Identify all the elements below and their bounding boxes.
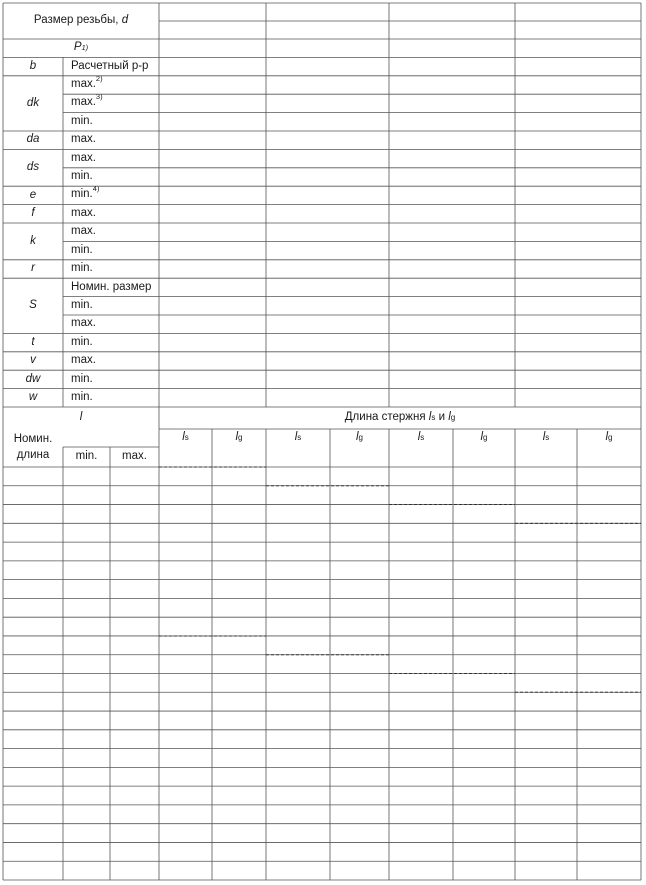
qualifier-text: max. [71,354,96,367]
lg-column-header: l g [355,431,363,444]
dimension-symbol-text: ds [26,161,40,174]
dimension-symbol-text: e [29,188,37,201]
lg-column-header: l g [235,431,243,444]
dimension-symbol-text: S [29,299,37,312]
qualifier-text: max. [71,225,96,238]
shank-ls-symbol: l [428,411,432,424]
dimension-symbol-text: da [26,133,40,146]
qualifier-text: min. [71,262,93,275]
dimension-symbol-text: b [29,59,37,72]
qualifier-text: min. [71,372,93,385]
shank-symbol: l [480,431,484,444]
qualifier-text: max. [71,133,96,146]
qualifier-text: min. [71,170,93,183]
dimension-symbol-P: P 1) [73,41,89,54]
qualifier-text: max. [71,207,96,220]
dimension-symbol-text: k [30,234,36,247]
shank-conj: и [438,411,445,424]
dimension-qualifier: max. 3) [71,94,103,109]
qualifier-text: min. [71,115,93,128]
dimension-qualifier: max. 2) [71,75,103,90]
nominal-length-header: Номин. длина [13,433,53,461]
dimension-symbol-text: w [28,391,38,404]
qualifier-text: Расчетный р-р [71,59,149,72]
shank-symbol: l [417,431,421,444]
shank-lg-symbol: l [448,411,451,424]
shank-symbol: l [294,431,298,444]
lg-column-header: l g [480,431,488,444]
qualifier-text: min. [71,188,93,201]
dimension-symbol-text: dk [26,96,40,109]
qualifier-text: min. [71,299,93,312]
ls-column-header: l s [417,431,425,444]
qualifier-text: Номин. размер [71,280,152,293]
dimension-symbol-text: r [31,262,35,275]
ls-column-header: l s [294,431,302,444]
thread-size-symbol: d [121,14,129,27]
dimension-symbol-text: dw [25,372,41,385]
dimension-symbol-text: t [31,335,35,348]
shank-symbol: l [235,431,239,444]
shank-length-title: Длина стержня [344,411,426,424]
shank-symbol: l [355,431,359,444]
ls-column-header: l s [542,431,550,444]
ls-column-header: l s [182,431,189,444]
qualifier-text: max. [71,151,96,164]
dimension-symbol-text: v [30,354,36,367]
thread-size-label: Размер резьбы, [33,14,119,27]
length-min-header: min. [75,450,98,463]
length-max-header: max. [122,450,147,463]
qualifier-text: max. [71,96,96,109]
qualifier-text: max. [71,77,96,90]
dimension-symbol-text: P [73,41,82,54]
shank-symbol: l [605,431,609,444]
qualifier-text: min. [71,243,93,256]
shank-length-header: Длина стержня l s и l g [344,411,456,424]
length-l-symbol: l [79,411,83,424]
dimension-symbol-text: f [31,207,35,220]
shank-symbol: l [182,431,185,444]
dimension-qualifier: min. 4) [71,186,100,201]
qualifier-text: max. [71,317,96,330]
lg-column-header: l g [605,431,613,444]
shank-symbol: l [542,431,546,444]
qualifier-text: min. [71,335,93,348]
qualifier-text: min. [71,391,93,404]
